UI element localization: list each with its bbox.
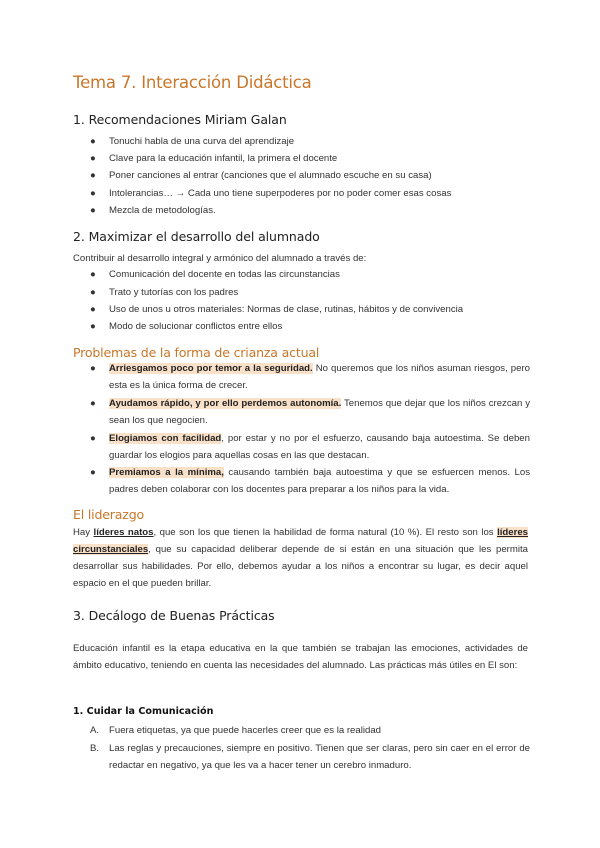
lideres-circunstanciales-term: líderes circunstanciales xyxy=(73,527,529,555)
section3-heading: 3. Decálogo de Buenas Prácticas xyxy=(73,608,275,623)
highlight: Premiamos a la mínima, xyxy=(109,467,224,478)
list-item: ● Mezcla de metodologías. xyxy=(90,205,216,216)
list-item: ● Modo de solucionar conflictos entre ellos xyxy=(90,321,283,332)
section1-heading: 1. Recomendaciones Miriam Galan xyxy=(73,112,287,127)
list-item: ● Comunicación del docente en todas las circunstancias xyxy=(90,269,340,280)
list-item: ● Tonuchi habla de una curva del aprendizaje xyxy=(90,136,295,147)
list-item: ● Arriesgamos poco por temor a la seguridad. No queremos que los niños asuman riesgos, pero esta es la única forma de crecer. xyxy=(90,363,530,391)
list-item: ● Clave para la educación infantil, la primera el docente xyxy=(90,153,338,164)
problemas-heading: Problemas de la forma de crianza actual xyxy=(73,345,320,360)
list-item: ● Premiamos a la mínima, causando también baja autoestima y que se esfuercen menos. Los padres deben colaborar con los docentes para preparar a los niños para la vida. xyxy=(90,467,530,495)
page-title: Tema 7. Interacción Didáctica xyxy=(73,73,312,92)
highlight: Elogiamos con facilidad xyxy=(109,433,222,444)
section2-heading: 2. Maximizar el desarrollo del alumnado xyxy=(73,229,320,244)
list-item: ● Uso de unos u otros materiales: Normas de clase, rutinas, hábitos y de convivencia xyxy=(90,304,464,315)
highlight: Arriesgamos poco por temor a la seguridad. xyxy=(109,363,313,374)
lideres-natos-term: líderes natos xyxy=(93,527,154,538)
list-item: ● Poner canciones al entrar (canciones que el alumnado escuche en su casa) xyxy=(90,170,432,181)
list-item: ● Elogiamos con facilidad, por estar y no por el esfuerzo, causando baja autoestima. Se deben guardar los elogios para aquellas cosas en las que destacan. xyxy=(90,433,530,461)
list-item: B. Las reglas y precauciones, siempre en positivo. Tienen que ser claras, pero sin caer en el error de redactar en negativo, ya que les va a hacer tener un cerebro inmaduro. xyxy=(90,743,530,771)
section3-intro: Educación infantil es la etapa educativa en la que también se trabajan las emociones, actividades de ámbito educativo, teniendo en cuenta las necesidades del alumnado. Las prácticas más útiles en El son: xyxy=(73,643,528,671)
list-item: ● Intolerancias… → Cada uno tiene superpoderes por no poder comer esas cosas xyxy=(90,188,452,199)
list-item: A. Fuera etiquetas, ya que puede hacerles creer que es la realidad xyxy=(90,725,381,736)
section2-intro: Contribuir al desarrollo integral y armónico del alumnado a través de: xyxy=(73,253,367,264)
highlight: Ayudamos rápido, y por ello perdemos autonomía. xyxy=(109,398,342,409)
list-item: ● Trato y tutorías con los padres xyxy=(90,287,239,298)
subheading-cuidar-comunicacion: 1. Cuidar la Comunicación xyxy=(73,706,214,717)
liderazgo-heading: El liderazgo xyxy=(73,507,145,522)
liderazgo-paragraph: Hay líderes natos, que son los que tienen la habilidad de forma natural (10 %). El resto son los líderes circunstanciales, que su capacidad deliberar depende de si están en una situación que les permita desarrollar sus habilidades. Por ello, debemos ayudar a los niños a encontrar su lugar, es decir aquel espacio en el que pueden brillar. xyxy=(73,527,529,589)
list-item: ● Ayudamos rápido, y por ello perdemos autonomía. Tenemos que dejar que los niños crezcan y sean los que negocien. xyxy=(90,398,530,426)
